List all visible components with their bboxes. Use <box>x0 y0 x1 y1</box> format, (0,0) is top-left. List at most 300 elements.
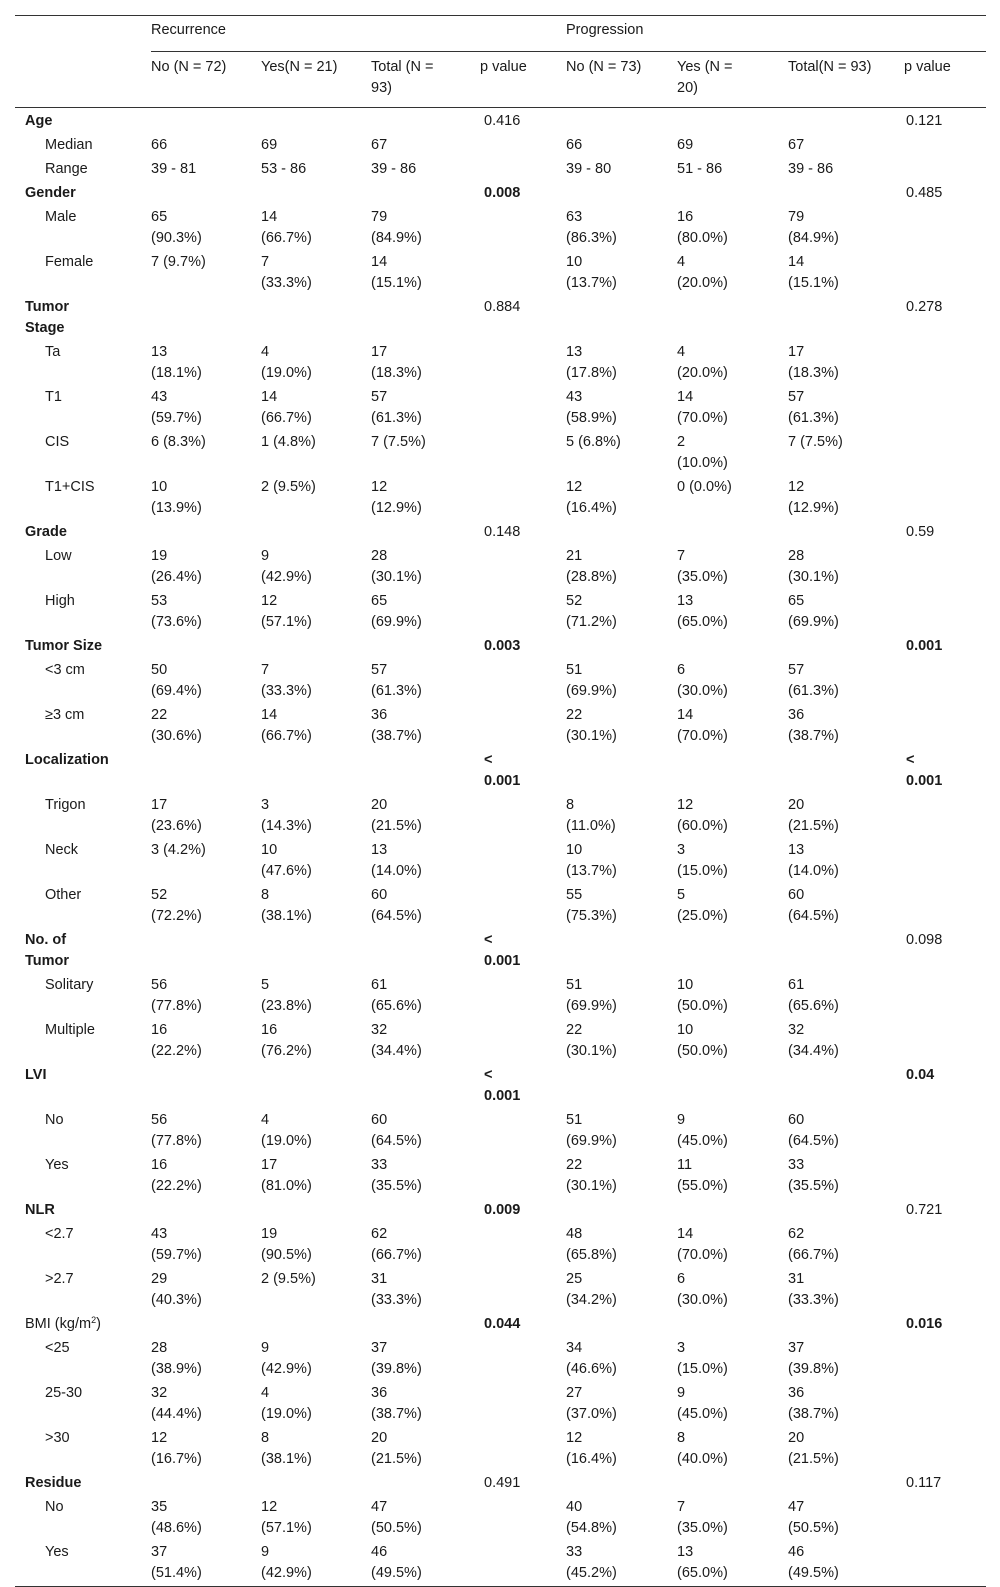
rec-yes-cell <box>261 158 371 182</box>
rec-no-cell-text: 37 (51.4%) <box>151 1544 202 1581</box>
rec-total-cell-text: 32 (34.4%) <box>371 1022 422 1059</box>
empty-cell <box>151 296 261 341</box>
progression-p-value <box>904 1313 986 1337</box>
prog-no-cell-text: 55 (75.3%) <box>566 887 617 924</box>
prog-total-cell-text: 14 (15.1%) <box>788 254 839 291</box>
prog-yes-cell-text: 2 (10.0%) <box>677 434 728 471</box>
empty-cell <box>566 1199 677 1223</box>
prog-yes-cell-text: 3 (15.0%) <box>677 842 728 879</box>
rec-yes-cell <box>261 590 371 635</box>
rec-total-cell <box>371 1109 480 1154</box>
prog-yes-cell <box>677 251 788 296</box>
rec-yes-cell-text: 9 (42.9%) <box>261 1544 312 1581</box>
rec-no-cell <box>151 386 261 431</box>
prog-total-cell-text: 12 (12.9%) <box>788 479 839 516</box>
recurrence-p-value-text: 0.003 <box>484 638 521 654</box>
rec-total-cell <box>371 386 480 431</box>
rec-yes-cell <box>261 134 371 158</box>
prog-yes-cell <box>677 1427 788 1472</box>
rec-total-cell-text: 39 - 86 <box>371 161 417 177</box>
prog-yes-cell <box>677 1223 788 1268</box>
prog-total-cell <box>788 590 904 635</box>
table-row <box>15 476 986 521</box>
prog-total-cell <box>788 1268 904 1313</box>
table-row <box>15 134 986 158</box>
prog-total-cell <box>788 158 904 182</box>
prog-total-cell-text: 60 (64.5%) <box>788 887 839 924</box>
rec-total-cell <box>371 794 480 839</box>
rec-yes-cell-text: 14 (66.7%) <box>261 209 312 246</box>
prog-no-cell <box>566 1541 677 1587</box>
table-row <box>15 251 986 296</box>
rec-yes-cell <box>261 1337 371 1382</box>
section-row <box>15 1472 986 1496</box>
rec-yes-cell <box>261 341 371 386</box>
progression-p-value <box>904 1199 986 1223</box>
prog-yes-cell <box>677 794 788 839</box>
empty-cell <box>904 386 986 431</box>
empty-cell <box>371 1472 480 1496</box>
empty-cell <box>371 929 480 974</box>
rec-no-cell-text: 28 (38.9%) <box>151 1340 202 1377</box>
prog-no-cell-text: 51 (69.9%) <box>566 1112 617 1149</box>
empty-cell <box>480 794 566 839</box>
empty-cell <box>904 251 986 296</box>
rec-no-cell-text: 43 (59.7%) <box>151 1226 202 1263</box>
rec-total-cell-text: 7 (7.5%) <box>371 434 426 450</box>
empty-cell <box>480 1109 566 1154</box>
prog-no-cell-text: 13 (17.8%) <box>566 344 617 381</box>
empty-cell <box>677 929 788 974</box>
empty-cell <box>566 929 677 974</box>
rec-no-cell-text: 29 (40.3%) <box>151 1271 202 1308</box>
prog-no-cell-text: 21 (28.8%) <box>566 548 617 585</box>
rec-no-cell-text: 32 (44.4%) <box>151 1385 202 1422</box>
prog-no-cell <box>566 884 677 929</box>
empty-cell <box>677 1199 788 1223</box>
prog-total-cell-text: 36 (38.7%) <box>788 707 839 744</box>
recurrence-p-value <box>480 182 566 206</box>
empty-cell <box>788 296 904 341</box>
rec-total-cell-text: 67 <box>371 137 388 153</box>
prog-total-cell-text: 20 (21.5%) <box>788 1430 839 1467</box>
prog-no-cell <box>566 1154 677 1199</box>
section-label: Grade <box>25 524 67 540</box>
label-text: BMI (kg/m <box>25 1316 92 1332</box>
prog-no-cell-text: 5 (6.8%) <box>566 434 621 450</box>
prog-total-cell-text: 36 (38.7%) <box>788 1385 839 1422</box>
prog-total-cell <box>788 1337 904 1382</box>
rec-no-cell <box>151 545 261 590</box>
rec-no-cell-text: 52 (72.2%) <box>151 887 202 924</box>
empty-cell <box>371 296 480 341</box>
empty-cell <box>371 1313 480 1337</box>
progression-p-value <box>904 521 986 545</box>
rec-total-cell <box>371 1268 480 1313</box>
rec-yes-cell-text: 4 (19.0%) <box>261 344 312 381</box>
empty-cell <box>677 1472 788 1496</box>
empty-cell <box>151 521 261 545</box>
empty-cell <box>904 341 986 386</box>
prog-total-cell-text: 31 (33.3%) <box>788 1271 839 1308</box>
table-row <box>15 158 986 182</box>
empty-cell <box>904 590 986 635</box>
rec-no-cell <box>151 158 261 182</box>
prog-yes-cell <box>677 206 788 251</box>
prog-total-cell <box>788 386 904 431</box>
table-body <box>15 108 986 1587</box>
prog-total-cell <box>788 341 904 386</box>
rec-total-cell <box>371 590 480 635</box>
table-row <box>15 794 986 839</box>
empty-cell <box>151 182 261 206</box>
prog-yes-cell <box>677 884 788 929</box>
prog-total-cell <box>788 704 904 749</box>
prog-yes-cell-text: 6 (30.0%) <box>677 662 728 699</box>
rec-yes-cell <box>261 1382 371 1427</box>
rec-no-cell <box>151 1427 261 1472</box>
empty-cell <box>788 521 904 545</box>
rec-no-cell-text: 13 (18.1%) <box>151 344 202 381</box>
prog-yes-cell-text: 51 - 86 <box>677 161 723 177</box>
prog-no-cell-text: 10 (13.7%) <box>566 842 617 879</box>
empty-cell <box>566 296 677 341</box>
prog-no-cell-text: 10 (13.7%) <box>566 254 617 291</box>
recurrence-p-value-text: 0.884 <box>484 299 521 315</box>
progression-p-value <box>904 1064 986 1109</box>
empty-cell <box>371 182 480 206</box>
rec-no-cell-text: 17 (23.6%) <box>151 797 202 834</box>
section-label: NLR <box>25 1202 55 1218</box>
rec-total-cell <box>371 1496 480 1541</box>
empty-cell <box>677 182 788 206</box>
prog-yes-cell-text: 8 (40.0%) <box>677 1430 728 1467</box>
table-row <box>15 206 986 251</box>
col-rec-yes: Yes(N = 21) <box>261 52 371 108</box>
prog-yes-cell <box>677 1337 788 1382</box>
rec-yes-cell-text: 1 (4.8%) <box>261 434 316 450</box>
rec-total-cell-text: 57 (61.3%) <box>371 389 422 426</box>
empty-cell <box>480 476 566 521</box>
prog-yes-cell-text: 9 (45.0%) <box>677 1385 728 1422</box>
table-row <box>15 1337 986 1382</box>
rec-total-cell <box>371 974 480 1019</box>
row-label: Low <box>45 548 72 564</box>
rec-no-cell-text: 16 (22.2%) <box>151 1022 202 1059</box>
prog-yes-cell <box>677 839 788 884</box>
rec-no-cell-text: 19 (26.4%) <box>151 548 202 585</box>
section-row <box>15 749 986 794</box>
rec-total-cell <box>371 251 480 296</box>
rec-no-cell <box>151 134 261 158</box>
prog-total-cell <box>788 545 904 590</box>
empty-cell <box>788 749 904 794</box>
empty-cell <box>480 704 566 749</box>
progression-p-value <box>904 635 986 659</box>
rec-yes-cell-text: 3 (14.3%) <box>261 797 312 834</box>
rec-no-cell-text: 50 (69.4%) <box>151 662 202 699</box>
rec-no-cell <box>151 839 261 884</box>
prog-total-cell-text: 32 (34.4%) <box>788 1022 839 1059</box>
prog-no-cell-text: 43 (58.9%) <box>566 389 617 426</box>
prog-total-cell <box>788 431 904 476</box>
row-label: No <box>45 1499 64 1515</box>
empty-cell <box>371 108 480 135</box>
prog-total-cell <box>788 206 904 251</box>
prog-yes-cell <box>677 476 788 521</box>
empty-cell <box>480 659 566 704</box>
empty-cell <box>677 521 788 545</box>
progression-p-value-text: 0.04 <box>906 1067 935 1083</box>
col-prog-yes: Yes (N = 20) <box>677 52 788 108</box>
table-row <box>15 590 986 635</box>
rec-no-cell-text: 56 (77.8%) <box>151 977 202 1014</box>
progression-p-value-text: 0.278 <box>906 299 943 315</box>
empty-cell <box>371 1199 480 1223</box>
empty-cell <box>480 206 566 251</box>
section-row <box>15 182 986 206</box>
prog-no-cell <box>566 1427 677 1472</box>
rec-yes-cell <box>261 704 371 749</box>
prog-no-cell <box>566 1223 677 1268</box>
section-row <box>15 635 986 659</box>
row-label: Male <box>45 209 77 225</box>
section-label: Age <box>25 113 53 129</box>
rec-yes-cell-text: 53 - 86 <box>261 161 307 177</box>
progression-p-value-text: 0.121 <box>906 113 943 129</box>
prog-total-cell-text: 46 (49.5%) <box>788 1544 839 1581</box>
rec-total-cell <box>371 1382 480 1427</box>
empty-cell <box>371 749 480 794</box>
empty-cell <box>566 635 677 659</box>
prog-yes-cell <box>677 1268 788 1313</box>
group-progression: Progression <box>566 16 986 52</box>
rec-yes-cell-text: 10 (47.6%) <box>261 842 312 879</box>
table-row <box>15 431 986 476</box>
row-label: High <box>45 593 75 609</box>
prog-yes-cell-text: 16 (80.0%) <box>677 209 728 246</box>
empty-cell <box>480 884 566 929</box>
row-label: Neck <box>45 842 79 858</box>
rec-yes-cell <box>261 1223 371 1268</box>
rec-yes-cell-text: 12 (57.1%) <box>261 1499 312 1536</box>
recurrence-p-value <box>480 296 566 341</box>
empty-cell <box>261 296 371 341</box>
prog-yes-cell-text: 7 (35.0%) <box>677 548 728 585</box>
rec-total-cell-text: 65 (69.9%) <box>371 593 422 630</box>
rec-yes-cell <box>261 974 371 1019</box>
progression-p-value <box>904 749 986 794</box>
prog-no-cell <box>566 590 677 635</box>
rec-yes-cell <box>261 1541 371 1587</box>
prog-yes-cell <box>677 1109 788 1154</box>
recurrence-p-value-text: 0.009 <box>484 1202 521 1218</box>
rec-total-cell <box>371 206 480 251</box>
prog-no-cell <box>566 476 677 521</box>
col-rec-no: No (N = 72) <box>151 52 261 108</box>
prog-yes-cell <box>677 341 788 386</box>
header-group-row <box>15 16 986 52</box>
rec-total-cell-text: 20 (21.5%) <box>371 1430 422 1467</box>
table-row <box>15 1427 986 1472</box>
recurrence-p-value <box>480 1199 566 1223</box>
empty-cell <box>480 386 566 431</box>
recurrence-p-value-text: < 0.001 <box>484 752 521 789</box>
rec-total-cell <box>371 431 480 476</box>
recurrence-p-value <box>480 108 566 135</box>
rec-yes-cell-text: 17 (81.0%) <box>261 1157 312 1194</box>
prog-total-cell <box>788 476 904 521</box>
prog-no-cell-text: 12 (16.4%) <box>566 1430 617 1467</box>
table-row <box>15 545 986 590</box>
rec-yes-cell <box>261 386 371 431</box>
prog-yes-cell-text: 11 (55.0%) <box>677 1157 728 1194</box>
prog-total-cell-text: 7 (7.5%) <box>788 434 843 450</box>
empty-cell <box>151 1472 261 1496</box>
prog-yes-cell <box>677 1541 788 1587</box>
rec-total-cell-text: 57 (61.3%) <box>371 662 422 699</box>
rec-yes-cell <box>261 884 371 929</box>
prog-total-cell-text: 57 (61.3%) <box>788 662 839 699</box>
rec-total-cell-text: 33 (35.5%) <box>371 1157 422 1194</box>
rec-yes-cell-text: 12 (57.1%) <box>261 593 312 630</box>
rec-no-cell <box>151 341 261 386</box>
rec-no-cell <box>151 1019 261 1064</box>
progression-p-value-text: 0.001 <box>906 638 943 654</box>
empty-cell <box>566 1472 677 1496</box>
prog-no-cell-text: 33 (45.2%) <box>566 1544 617 1581</box>
empty-cell <box>788 1199 904 1223</box>
empty-cell <box>151 1313 261 1337</box>
prog-no-cell <box>566 839 677 884</box>
rec-total-cell <box>371 1223 480 1268</box>
rec-total-cell-text: 79 (84.9%) <box>371 209 422 246</box>
section-label: Tumor Stage <box>25 299 70 336</box>
empty-cell <box>261 1064 371 1109</box>
table-row <box>15 1109 986 1154</box>
row-label: Other <box>45 887 82 903</box>
table-row <box>15 1268 986 1313</box>
rec-total-cell <box>371 704 480 749</box>
section-row <box>15 1313 986 1337</box>
rec-yes-cell <box>261 1427 371 1472</box>
table-row <box>15 884 986 929</box>
empty-cell <box>904 134 986 158</box>
empty-cell <box>904 1109 986 1154</box>
prog-no-cell <box>566 1382 677 1427</box>
rec-yes-cell-text: 8 (38.1%) <box>261 887 312 924</box>
section-label: Gender <box>25 185 76 201</box>
section-label: No. of Tumor <box>25 932 70 969</box>
empty-cell <box>480 1337 566 1382</box>
progression-p-value <box>904 1472 986 1496</box>
col-prog-no: No (N = 73) <box>566 52 677 108</box>
empty-cell <box>480 341 566 386</box>
empty-cell <box>480 1427 566 1472</box>
rec-total-cell <box>371 158 480 182</box>
rec-no-cell-text: 3 (4.2%) <box>151 842 206 858</box>
empty-cell <box>480 974 566 1019</box>
empty-cell <box>371 521 480 545</box>
prog-no-cell <box>566 704 677 749</box>
rec-total-cell-text: 28 (30.1%) <box>371 548 422 585</box>
rec-yes-cell <box>261 1496 371 1541</box>
prog-total-cell-text: 39 - 86 <box>788 161 834 177</box>
rec-yes-cell-text: 19 (90.5%) <box>261 1226 312 1263</box>
section-label: LVI <box>25 1067 47 1083</box>
empty-cell <box>261 108 371 135</box>
label-superscript: 2 <box>91 1315 97 1325</box>
rec-yes-cell-text: 4 (19.0%) <box>261 1112 312 1149</box>
prog-total-cell-text: 33 (35.5%) <box>788 1157 839 1194</box>
row-label: Yes <box>45 1157 69 1173</box>
progression-p-value <box>904 182 986 206</box>
empty-cell <box>480 1154 566 1199</box>
empty-cell <box>480 590 566 635</box>
empty-cell <box>480 839 566 884</box>
col-prog-total: Total(N = 93) <box>788 52 904 108</box>
prog-no-cell-text: 39 - 80 <box>566 161 612 177</box>
empty-cell <box>788 635 904 659</box>
recurrence-p-value <box>480 635 566 659</box>
header-column-row <box>15 52 986 108</box>
rec-total-cell-text: 36 (38.7%) <box>371 707 422 744</box>
rec-no-cell-text: 10 (13.9%) <box>151 479 202 516</box>
rec-total-cell-text: 61 (65.6%) <box>371 977 422 1014</box>
rec-yes-cell <box>261 1154 371 1199</box>
rec-no-cell <box>151 1496 261 1541</box>
rec-total-cell <box>371 1154 480 1199</box>
row-label: <3 cm <box>45 662 85 678</box>
prog-yes-cell-text: 14 (70.0%) <box>677 1226 728 1263</box>
progression-p-value-text: 0.721 <box>906 1202 943 1218</box>
row-label: No <box>45 1112 64 1128</box>
rec-yes-cell-text: 9 (42.9%) <box>261 1340 312 1377</box>
empty-cell <box>677 749 788 794</box>
prog-yes-cell-text: 6 (30.0%) <box>677 1271 728 1308</box>
rec-yes-cell <box>261 1268 371 1313</box>
prog-no-cell-text: 63 (86.3%) <box>566 209 617 246</box>
rec-no-cell <box>151 1109 261 1154</box>
empty-cell <box>261 635 371 659</box>
prog-no-cell <box>566 974 677 1019</box>
label-suffix: ) <box>96 1316 101 1332</box>
prog-yes-cell <box>677 704 788 749</box>
prog-yes-cell-text: 10 (50.0%) <box>677 977 728 1014</box>
rec-total-cell <box>371 545 480 590</box>
rec-total-cell-text: 36 (38.7%) <box>371 1385 422 1422</box>
prog-total-cell-text: 57 (61.3%) <box>788 389 839 426</box>
empty-cell <box>151 108 261 135</box>
prog-total-cell-text: 67 <box>788 137 805 153</box>
table-row <box>15 386 986 431</box>
rec-no-cell-text: 39 - 81 <box>151 161 197 177</box>
prog-yes-cell <box>677 386 788 431</box>
rec-no-cell-text: 7 (9.7%) <box>151 254 206 270</box>
prog-yes-cell-text: 9 (45.0%) <box>677 1112 728 1149</box>
empty-cell <box>904 1382 986 1427</box>
prog-yes-cell-text: 0 (0.0%) <box>677 479 732 495</box>
prog-total-cell <box>788 974 904 1019</box>
empty-cell <box>677 296 788 341</box>
prog-no-cell-text: 40 (54.8%) <box>566 1499 617 1536</box>
prog-no-cell-text: 52 (71.2%) <box>566 593 617 630</box>
row-label: Trigon <box>45 797 86 813</box>
empty-cell <box>151 1199 261 1223</box>
recurrence-p-value-text: < 0.001 <box>484 932 521 969</box>
rec-total-cell <box>371 1541 480 1587</box>
recurrence-p-value <box>480 1064 566 1109</box>
